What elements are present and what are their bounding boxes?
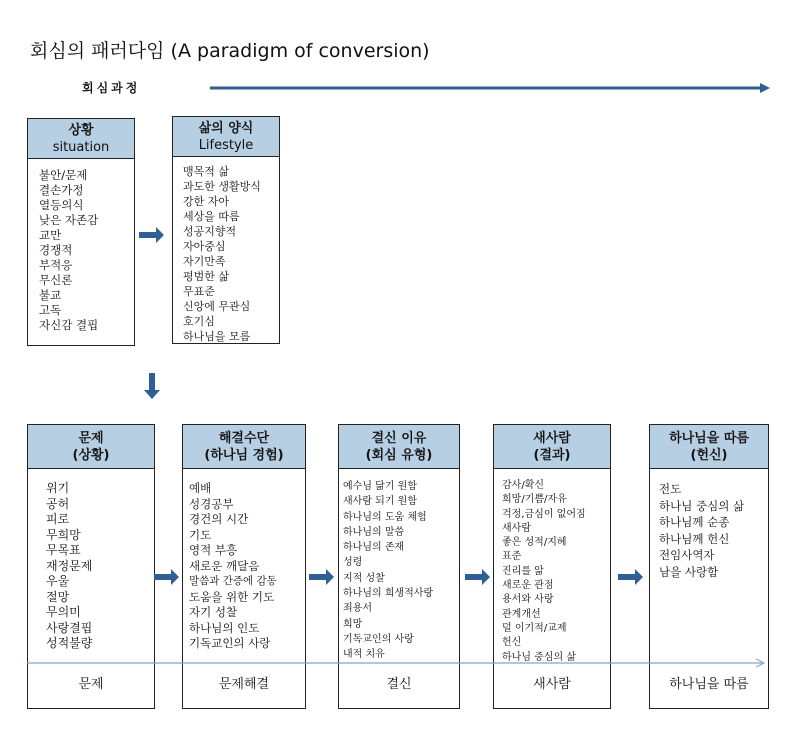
list-item: 전임사역자 [659, 548, 715, 562]
list-item: 과도한 생활방식 [183, 180, 261, 193]
list-item: 위기 [46, 481, 70, 495]
down-arrow-icon [144, 373, 160, 399]
list-item: 하나님의 도움 체험 [343, 511, 427, 523]
list-item: 성경공부 [189, 496, 234, 511]
list-item: 헌신 [502, 637, 522, 649]
list-item: 자기 성찰 [189, 605, 238, 619]
list-item: 관계개선 [502, 608, 541, 620]
process-label: 회심과정 [82, 81, 141, 95]
list-item: 열등의식 [39, 198, 84, 212]
list-item: 기독교인의 사랑 [343, 633, 414, 645]
list-item: 부적응 [39, 258, 73, 272]
list-item: 자기만족 [183, 255, 226, 268]
list-item: 하나님의 인도 [189, 620, 260, 635]
list-item: 사랑결핍 [46, 620, 93, 635]
list-item: 불안/문제 [39, 168, 88, 182]
list-item: 피로 [46, 512, 70, 526]
list-item: 하나님의 존재 [343, 542, 405, 554]
follow-god-footer: 하나님을 따름 [669, 677, 749, 692]
list-item: 경쟁적 [39, 243, 73, 257]
list-item: 새사람 [502, 522, 531, 534]
list-item: 감사/확신 [502, 480, 545, 491]
list-item: 경건의 시간 [189, 512, 249, 526]
list-item: 무목표 [46, 543, 81, 557]
list-item: 새로운 깨달음 [189, 558, 260, 573]
list-item: 하나님께 헌신 [659, 531, 730, 546]
list-item: 좋은 성적/지혜 [502, 537, 567, 549]
list-item: 교만 [39, 228, 62, 242]
problem-header-title: 문제 [78, 431, 104, 446]
list-item: 절망 [46, 589, 70, 604]
list-item: 신앙에 무관심 [183, 300, 251, 313]
list-item: 재정문제 [46, 558, 93, 573]
list-item: 성공지향적 [183, 225, 237, 238]
list-item: 표준 [502, 551, 522, 563]
list-item: 자신감 결핍 [39, 318, 99, 332]
right-arrow-icon [139, 227, 164, 243]
list-item: 내적 치유 [343, 649, 385, 661]
list-item: 진리를 앎 [502, 565, 544, 577]
list-item: 지적 성찰 [343, 572, 385, 584]
list-item: 예배 [189, 481, 212, 495]
list-item: 하나님께 순종 [659, 515, 730, 529]
lifestyle-header-subtitle: Lifestyle [198, 138, 254, 153]
list-item: 무신론 [39, 273, 73, 287]
list-item: 우울 [46, 574, 70, 588]
list-item: 말씀과 간증에 감동 [189, 575, 277, 587]
decision-header-subtitle: (회심 유형) [365, 448, 433, 463]
list-item: 기도 [189, 527, 212, 542]
list-item: 전도 [659, 482, 682, 496]
situation-header-subtitle: situation [52, 140, 110, 155]
list-item: 무표준 [183, 285, 215, 298]
list-item: 기독교인의 사랑 [189, 636, 271, 650]
list-item: 무의미 [46, 605, 81, 619]
follow-god-header-title: 하나님을 따름 [669, 431, 749, 446]
list-item: 호기심 [183, 315, 215, 328]
list-item: 결손가정 [39, 183, 84, 197]
solution-footer: 문제해결 [218, 677, 270, 692]
list-item: 예수님 닮기 원함 [343, 481, 417, 492]
solution-header-title: 해결수단 [218, 431, 270, 446]
list-item: 성령 [343, 557, 363, 569]
list-item: 희망 [343, 618, 363, 630]
follow-god-header-subtitle: (헌신) [690, 448, 728, 463]
bottom-timeline-arrow [27, 659, 764, 667]
list-item: 낮은 자존감 [39, 213, 99, 227]
list-item: 자아중심 [183, 240, 226, 253]
list-item: 하나님 중심의 삶 [659, 498, 745, 513]
list-item: 새로운 관점 [502, 580, 554, 592]
new-person-footer: 새사람 [533, 677, 571, 692]
list-item: 용서와 사랑 [502, 594, 554, 606]
list-item: 남을 사랑함 [659, 564, 719, 579]
list-item: 평범한 삶 [183, 270, 230, 283]
list-item: 강한 자아 [183, 195, 230, 208]
list-item: 걱정,금심이 없어짐 [502, 508, 586, 520]
list-item: 성적불량 [46, 636, 93, 650]
list-item: 고독 [39, 303, 62, 317]
list-item: 세상을 따름 [183, 210, 240, 223]
right-arrow-icon [309, 569, 334, 585]
new-person-header-subtitle: (결과) [533, 448, 571, 463]
list-item: 불교 [39, 288, 62, 302]
problem-header-subtitle: (상황) [72, 448, 110, 463]
list-item: 하나님을 모름 [183, 330, 251, 343]
list-item: 새사람 되기 원함 [343, 496, 417, 508]
list-item: 맹목적 삶 [183, 165, 230, 178]
process-timeline-arrow [210, 83, 770, 93]
list-item: 하나님의 말씀 [343, 526, 405, 538]
right-arrow-icon [465, 569, 490, 585]
situation-header-title: 상황 [68, 123, 94, 138]
right-arrow-icon [154, 569, 179, 585]
list-item: 죄용서 [343, 603, 372, 615]
right-arrow-icon [618, 569, 643, 585]
problem-footer: 문제 [78, 677, 104, 692]
decision-footer: 결신 [386, 677, 412, 692]
list-item: 희망/기쁨/자유 [502, 494, 567, 506]
decision-header-title: 결신 이유 [371, 431, 427, 446]
page-title: 회심의 패러다임 (A paradigm of conversion) [30, 40, 430, 62]
list-item: 공허 [46, 496, 70, 511]
list-item: 영적 부흥 [189, 543, 238, 557]
list-item: 하나님의 희생적사랑 [343, 588, 434, 600]
solution-header-subtitle: (하나님 경험) [204, 448, 284, 463]
list-item: 덜 이기적/교제 [502, 622, 567, 634]
list-item: 무희망 [46, 527, 81, 542]
list-item: 하나님 중심의 삶 [502, 651, 576, 663]
lifestyle-header-title: 삶의 양식 [198, 121, 254, 136]
new-person-header-title: 새사람 [533, 431, 571, 446]
list-item: 도움을 위한 기도 [189, 589, 275, 604]
